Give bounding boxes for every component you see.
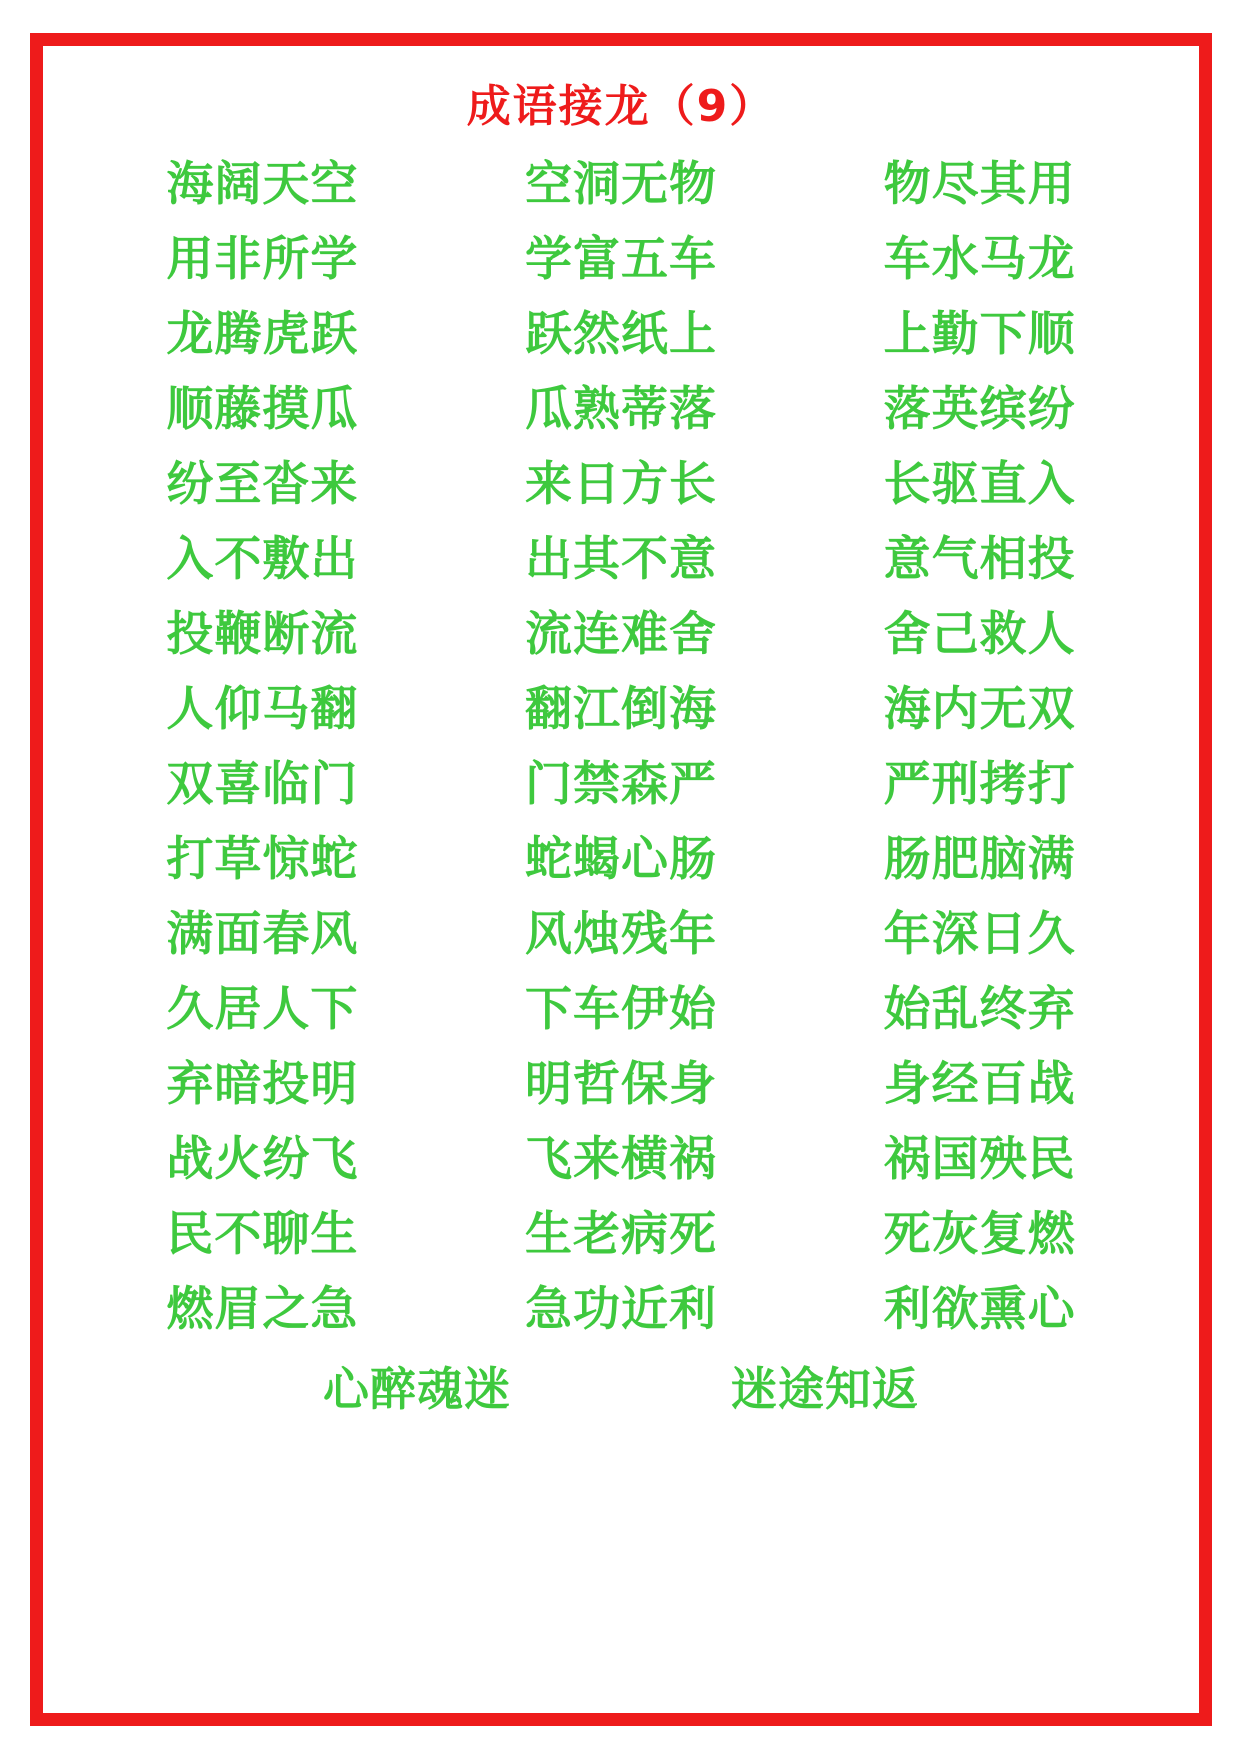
idiom-cell: 物尽其用 (883, 156, 1076, 212)
idiom-cell: 严刑拷打 (883, 756, 1076, 812)
idiom-cell: 肠肥脑满 (883, 831, 1076, 887)
idiom-cell: 满面春风 (166, 906, 359, 962)
idiom-cell: 顺藤摸瓜 (166, 381, 359, 437)
idiom-cell: 身经百战 (883, 1056, 1076, 1112)
idiom-cell: 出其不意 (524, 531, 717, 587)
idiom-row-final (83, 1347, 1159, 1431)
idiom-cell: 来日方长 (524, 456, 717, 512)
idiom-row (83, 597, 1159, 672)
idiom-row (83, 222, 1159, 297)
idiom-cell: 上勤下顺 (883, 306, 1076, 362)
idiom-cell: 明哲保身 (524, 1056, 717, 1112)
idiom-cell: 落英缤纷 (883, 381, 1076, 437)
idiom-cell: 弃暗投明 (166, 1056, 359, 1112)
idiom-cell: 战火纷飞 (166, 1131, 359, 1187)
idiom-cell: 翻江倒海 (524, 681, 717, 737)
idiom-cell: 蛇蝎心肠 (524, 831, 717, 887)
page-title: 成语接龙（9） (466, 81, 776, 132)
idiom-row (83, 372, 1159, 447)
idiom-cell: 人仰马翻 (166, 681, 359, 737)
idiom-cell: 生老病死 (524, 1206, 717, 1262)
idiom-cell: 久居人下 (166, 981, 359, 1037)
idiom-row (83, 297, 1159, 372)
idiom-cell: 始乱终弃 (883, 981, 1076, 1037)
idiom-row (83, 747, 1159, 822)
idiom-row (83, 822, 1159, 897)
idiom-cell: 打草惊蛇 (166, 831, 359, 887)
idiom-row (83, 1272, 1159, 1347)
idiom-row (83, 1197, 1159, 1272)
idiom-grid (83, 143, 1159, 1683)
idiom-cell: 投鞭断流 (166, 606, 359, 662)
idiom-cell: 飞来横祸 (524, 1131, 717, 1187)
idiom-cell: 燃眉之急 (166, 1281, 359, 1337)
idiom-cell: 用非所学 (166, 231, 359, 287)
idiom-cell: 海阔天空 (166, 156, 359, 212)
idiom-cell: 空洞无物 (524, 156, 717, 212)
idiom-cell: 风烛残年 (524, 906, 717, 962)
idiom-cell: 跃然纸上 (524, 306, 717, 362)
idiom-cell: 祸国殃民 (883, 1131, 1076, 1187)
idiom-cell: 民不聊生 (166, 1206, 359, 1262)
idiom-cell: 流连难舍 (524, 606, 717, 662)
idiom-cell: 入不敷出 (166, 531, 359, 587)
idiom-cell: 门禁森严 (524, 756, 717, 812)
idiom-cell: 舍己救人 (883, 606, 1076, 662)
idiom-row (83, 672, 1159, 747)
idiom-cell: 意气相投 (883, 531, 1076, 587)
idiom-row (83, 1122, 1159, 1197)
idiom-row (83, 447, 1159, 522)
idiom-cell: 龙腾虎跃 (166, 306, 359, 362)
red-border-frame (30, 33, 1212, 1726)
idiom-cell: 利欲熏心 (883, 1281, 1076, 1337)
idiom-cell: 纷至沓来 (166, 456, 359, 512)
idiom-row (83, 522, 1159, 597)
idiom-row (83, 972, 1159, 1047)
idiom-cell: 下车伊始 (524, 981, 717, 1037)
idiom-cell: 学富五车 (524, 231, 717, 287)
idiom-cell: 长驱直入 (883, 456, 1076, 512)
idiom-row (83, 1047, 1159, 1122)
idiom-cell: 迷途知返 (731, 1361, 919, 1416)
idiom-row (83, 147, 1159, 222)
idiom-cell: 车水马龙 (883, 231, 1076, 287)
idiom-cell: 死灰复燃 (883, 1206, 1076, 1262)
idiom-cell: 瓜熟蒂落 (524, 381, 717, 437)
idiom-cell: 急功近利 (524, 1281, 717, 1337)
idiom-cell: 双喜临门 (166, 756, 359, 812)
idiom-cell: 海内无双 (883, 681, 1076, 737)
idiom-row (83, 897, 1159, 972)
idiom-cell: 心醉魂迷 (323, 1361, 511, 1416)
idiom-cell: 年深日久 (883, 906, 1076, 962)
